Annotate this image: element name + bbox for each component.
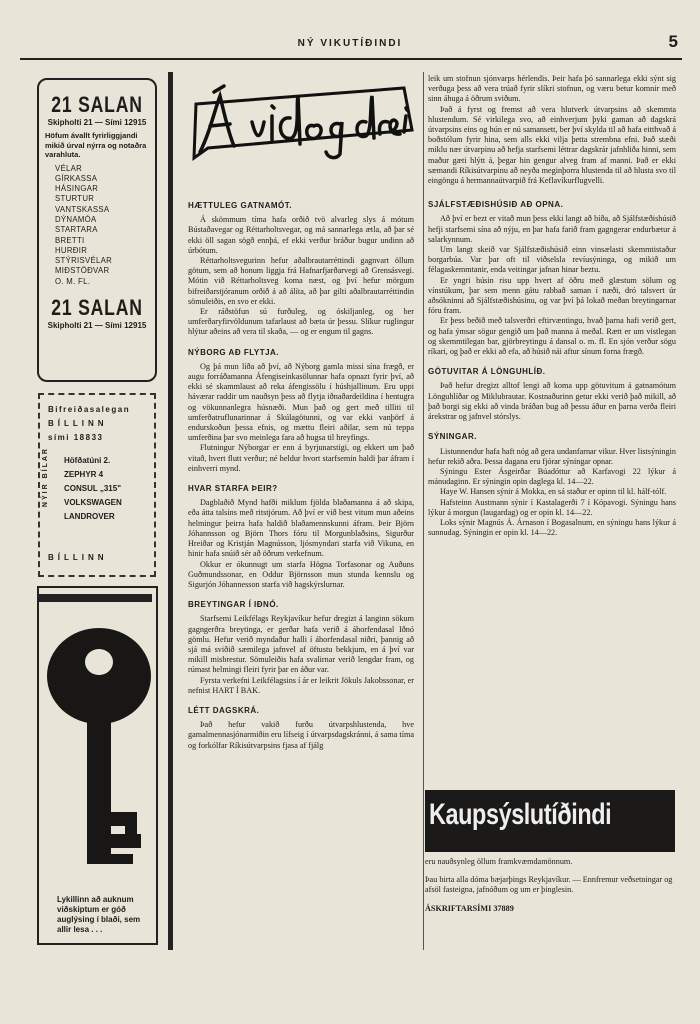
ad-salan-item: STURTUR (55, 194, 95, 204)
article-paragraph: Flutningur Nýborgar er enn á byrjunarstigi, og ekkert um það vitað, hvert flutt verður; né heldur hvort starfsemin haldi þar áfram í einhverri mynd. (188, 443, 414, 473)
ad-billinn-item: CONSUL „315" (64, 484, 121, 493)
ad-salan-item: STARTARA (55, 225, 98, 235)
ad-kaupsyslu-line: eru nauðsynleg öllum framkvæmdamönnum. (425, 857, 573, 866)
article-paragraph: Listunnendur hafa haft nóg að gera undanfarnar vikur. Hver listsýningin hefur rekið aðra. Þessa dagana eru fjórar sýningar opnar. (428, 446, 677, 466)
ad-salan-item: HURÐIR (55, 245, 88, 255)
article-paragraph: Fyrsta verkefni Leikfélagsins í ár er leikrit Jökuls Jakobssonar, er nefnist HART Í BAK. (188, 675, 414, 695)
column-rule-mid (423, 72, 424, 950)
ad-billinn-vertical: NÝIR BÍLAR (42, 447, 49, 508)
ad-kaupsyslu-line: ÁSKRIFTARSÍMI 37889 (425, 903, 514, 913)
article-breytingar-idno (188, 600, 414, 696)
ad-salan-name: 21 SALAN (51, 92, 143, 117)
article-paragraph: Og þá mun líða að því, að Nýborg gamla missi sína frægð, er augu forráðamanna Áfengiseinkasölunnar hafa opnazt fyrir því, að ekki sé skammlaust að reka áfengissölu í húshjallinum. Eru uppi háværar raddir um nauðsyn þess að flytja iðnaðardeildina í hentugra og vökunnanlegra húsnæði. Mun það og gert með tilliti til umferðatruflunarinnar á Skúlagötunni, og var ekki vanþörf á endurskoðun þessa efnis, og mættu fleiri aðilar, sem nú teppa umferðina þar svo meinlega fara að hugsa til hreyfings. (188, 361, 414, 443)
ad-salan-item: BRETTI (55, 235, 85, 245)
article-nyborg (188, 348, 414, 474)
page-number: 5 (668, 32, 678, 51)
ad-salan-item: HÁSINGAR (55, 184, 99, 194)
article-paragraph: Dagblaðið Mynd hafði miklum fjölda blaðamanna á að skipa, eða átta talsins með ritstjórum. Að því er við best vitum mun aðeins helmingur þeirra hafa haldið blaðamennskunni áfram. Þeir Björn Jóhannsson og Björn Thors fóru til Morgunblaðsins, Sigurður Hreiðar og Kristján Magnússon, ljósmyndari starfa við Vikuna, en hinir hafa snúið sér að öðrum verkefnum. (188, 498, 414, 559)
ad-salan-item: O. M. FL. (55, 276, 91, 286)
article-paragraph: Það á fyrst og fremst að vera hlutverk útvarpsins að skemmta hlustendum. Sé virkilega svo, að einhverjum þyki gaman að dagskrá útvarpsins eins og hún er nú samansett, ber því skylda til að hafa eitthvað á boðstólum fyrir hina, sem alls ekki vilja þetta strembna efni. Það stæði miklu nær útvarpinu að hefja starfsemi léttrar dagskrár jafnhliða hinni, sem maður gæti hlýtt á, þegar hin gengur alveg fram af manni. Það er ekki sæmandi Ríkisútvarpinu að neyða meginþorra hlustenda til að hlusta svo til eingöngu á hermannaútvarpið frá Keflavíkurflugvelli. (428, 104, 676, 186)
article-paragraph: Er þess beðið með talsverðri eftirvæntingu, hvað þarna hafi verið gert, og hafa ýmsar sögur gengið um það manna á meðal. Rætt er um vistlegan og skemmtilegan bar, gjörbreytingu á dansal o. m. fl. En sjón verður sögu ríkari, og það er ekki að efa, að húsið nái aftur sínum forna frægð. (428, 316, 676, 357)
article-lett-dagskra-cont (428, 74, 676, 186)
ad-salan-item: STÝRISVÉLAR (55, 256, 113, 266)
ad-salan-item: VANTSKASSA (55, 204, 110, 214)
ad-salan-item: DÝNAMÓA (55, 214, 97, 224)
article-paragraph: Það hefur vakið furðu útvarpshlustenda, hve gamalmennasjónarmiðin eru lífseig í útvarpsdagskránni, á sama tíma og forkólfar Ríkisútvarpsins fjasa af fjálg (188, 720, 414, 750)
ad-21-salan (37, 78, 157, 382)
ad-billinn-items (64, 454, 122, 524)
ad-billinn-phone: sími 18833 (48, 433, 104, 442)
article-heading: GÖTUVITAR Á LÖNGUHLÍÐ. (428, 367, 546, 377)
article-paragraph: Er yngri húsin risu upp hvert af öðru með glæstum sölum og vínstúkum, þar sem menn gátu rabbað saman í næði, dró talsvert úr aðsókninni að Sjálfstæðishúsinu, og var því þá lokað meðan breytingarnar fóru fram. (428, 275, 676, 316)
article-heading: BREYTINGAR Í IÐNÓ. (188, 600, 279, 610)
masthead-title: NÝ VIKUTÍÐINDI (297, 38, 403, 49)
article-paragraph: Sýningu Ester Ásgeirðar Búadóttur að Karfavogi 22 lýkur á mánudaginn. Er sýningin opin daglega kl. 14—22. (428, 466, 676, 487)
ad-kaupsyslu-text (425, 857, 675, 914)
article-heading: HVAR STARFA ÞEIR? (188, 484, 278, 494)
article-paragraph: Loks sýnir Magnús Á. Árnason í Bogasalnum, en sýningu hans lýkur á sunnudag. Sýningin er opin kl. 14—22. (428, 517, 676, 538)
ad-salan-items (39, 164, 155, 288)
ad-billinn-item: Höfðatúni 2. (64, 456, 111, 465)
article-paragraph: Er ráðstöfun sú furðuleg, og óskiljanleg, og ber umferðaryfirvöldunum tafarlaust að bæta úr þessu. Slíkur ruglingur hlýtur aðeins að vera til skaða, — og er engum til gagns. (188, 307, 414, 337)
column-rule-left (168, 72, 173, 950)
ad-billinn-item: ZEPHYR 4 (64, 470, 104, 479)
ad-salan-name-bottom: 21 SALAN (51, 295, 143, 321)
ad-billinn-name: BÍLLINN (48, 419, 108, 428)
ad-key (37, 586, 158, 945)
article-heading: NÝBORG AÐ FLYTJA. (188, 347, 280, 357)
article-paragraph: Haye W. Hansen sýnir á Mokka, en sá staður er opinn til kl. hálf-tólf. (440, 487, 667, 497)
article-paragraph: Réttarholtsvegurinn hefur aðalbrautarréttindi gagnvart öllum götum, sem að honum liggja frá Hafnarfjarðarvegi að Grensásvegi. Mótin við Réttarholtsveg koma næst, og því hefur mörgum bifreiðarstjóranum orðið á að álíta, að þar gilti aðalbrautarréttindin sömuleiðis, en svo er ekki. (188, 256, 414, 306)
ad-billinn-line1: Bifreiðasalegan (48, 405, 131, 414)
article-paragraph: Á skömmum tíma hafa orðið tvö alvarleg slys á mótum Bústaðavegar og Réttarholtsvegar, og má sannarlega ætla, að þar sé ekki öll sagan sögð ennþá, ef ekki verður bráður bugur undinn að úrbótum. (188, 215, 414, 255)
ad-salan-address-bottom: Skipholti 21 — Sími 12915 (47, 321, 147, 331)
article-lett-dagskra (188, 706, 414, 751)
article-paragraph: Starfsemi Leikfélags Reykjavíkur hefur dregizt á langinn sökum gagngerðra breytinga, er gerðar hafa verið á áhorfendasal Iðnó gömlu. Hefur verið myndaður halli í áhorfendasal niðri, þannig að sjá má sviðið sæmilega jafnvel af öftustu bekkjum, en á því var mikill misbrestur. Sömuleiðis hafa svalirnar verið lengdar fram, og rúmast helmingi fleiri fyrir þar en áður var. (188, 614, 414, 675)
article-gotuvitar (428, 367, 676, 422)
article-paragraph: Hafsteinn Austmann sýnir í Kastalagerði 7 í Kópavogi. Sýningu hans lýkur á morgun (laugardag) og er opin kl. 14—22. (428, 497, 676, 517)
article-heading: SJÁLFSTÆÐISHÚSIÐ AÐ OPNA. (428, 200, 564, 210)
column-logo (190, 82, 418, 162)
ad-billinn-item: LANDROVER (64, 512, 115, 521)
ad-kaupsyslutidindi (425, 790, 675, 852)
article-paragraph: Það hefur dregizt alltof lengi að koma upp götuvitum á gatnamótum Lönguhlíðar og Miklubrautar. Kostnaðurinn getur ekki verið það mikill, að það borgi sig ekki að vinda bráðan bug að þessu áður en þarna verða fleiri árekstrar og jafnvel stórslys. (428, 381, 676, 422)
article-syningar (428, 432, 676, 538)
article-paragraph: Okkur er ókunnugt um starfa Högna Torfasonar og Auðuns Guðmundssonar, en Oddur Björnsson mun stunda kennslu og Sigurjón Jóhannesson starfa við hagskýrslurnar. (188, 559, 414, 589)
ad-kaupsyslu-title: Kaupsýslutíðindi (429, 798, 612, 831)
article-heading: LÉTT DAGSKRÁ. (188, 705, 260, 715)
article-paragraph: Um langt skeið var Sjálfstæðishúsið einn vinsælasti skemmtistaður borgarbúa. Var þar oft til viðselsla revíusýninga, og mikið um félagaskemmtanir, enda veitingar jafnan hinar beztu. (428, 245, 676, 275)
article-paragraph: leik um stofnun sjónvarps hérlendis. Þeir hafa þó sannarlega ekki sýnt sig verðuga þess að vera trúað fyrir slíkri stofnun, og væru betur komnir með sinn áhuga á öðrum sviðum. (428, 74, 676, 104)
ad-salan-item: MIÐSTÖÐVAR (55, 266, 110, 276)
article-paragraph: Að því er bezt er vitað mun þess ekki langt að bíða, að Sjálfstæðishúsið hefji starfsemi sína að nýju, en þar hafa farið fram gagngerar endurbætur á salarkynnum. (428, 214, 676, 244)
article-hvar-starfa (188, 484, 414, 590)
ad-billinn-item: VOLKSWAGEN (64, 498, 122, 507)
ad-key-caption: Lykillinn að auknum viðskiptum er góð auglýsing í blaði, sem allir lesa . . . (57, 895, 141, 934)
article-hættuleg-gatnamot (188, 201, 414, 338)
top-rule (20, 58, 682, 60)
ad-billinn-footer: BÍLLINN (48, 553, 108, 562)
ad-salan-item: VÉLAR (55, 163, 83, 173)
column-2 (188, 201, 414, 751)
ad-salan-address: Skipholti 21 — Sími 12915 (47, 118, 147, 127)
ad-kaupsyslu-line: Þau birta alla dóma bæjarþings Reykjavíkur. — Ennfremur veðsetningar og afsöl fasteigna, jafnóðum og um er þinglesin. (425, 875, 673, 895)
article-heading: HÆTTULEG GATNAMÓT. (188, 201, 292, 210)
column-3 (428, 74, 676, 538)
logo-brush-lettering (190, 82, 418, 162)
article-heading: SÝNINGAR. (428, 432, 477, 442)
article-sjalfstaedishusid (428, 200, 676, 357)
ad-salan-intro: Höfum ávallt fyrirliggjandi mikið úrval nýrra og notaðra varahluta. (45, 131, 147, 159)
ad-billinn (38, 393, 156, 577)
key-icon (39, 594, 152, 884)
ad-salan-item: GÍRKASSA (55, 173, 98, 183)
